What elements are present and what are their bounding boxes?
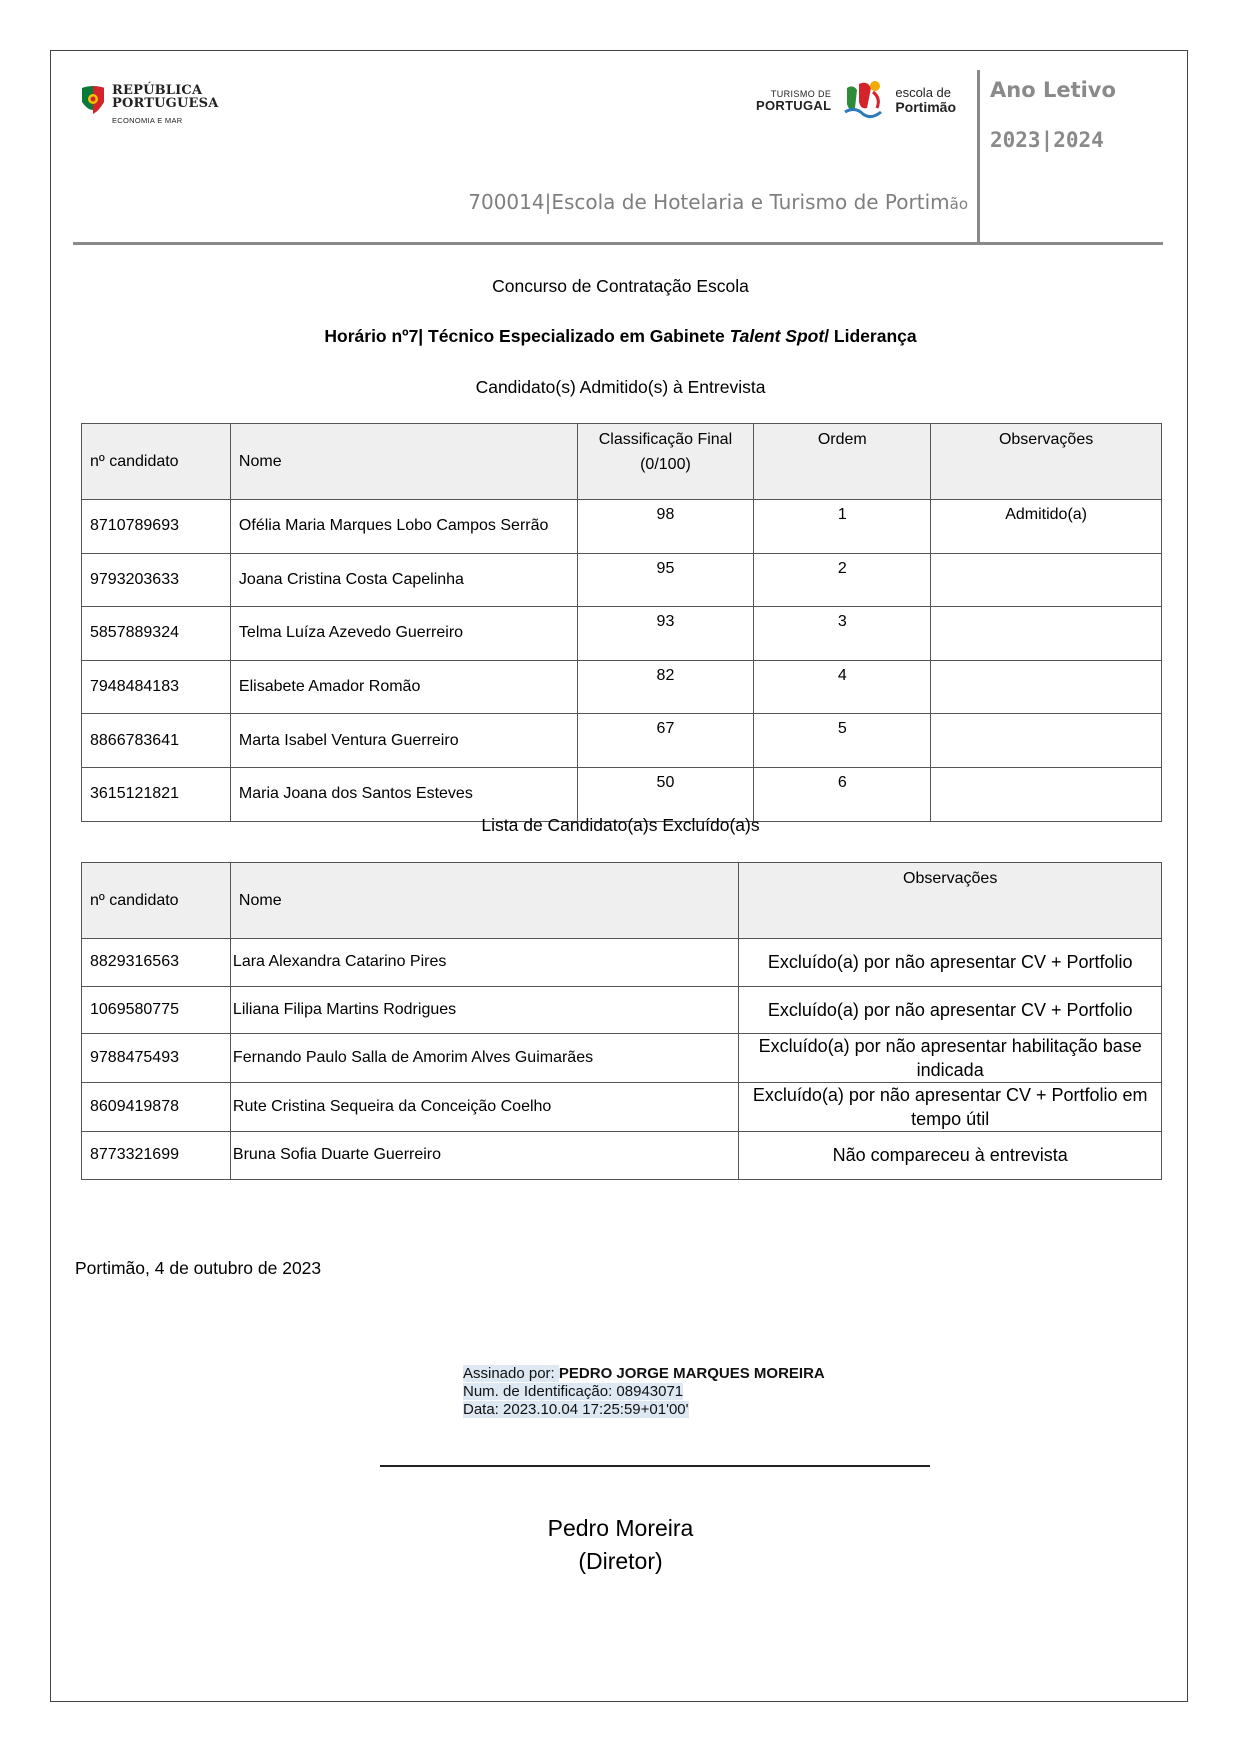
table-row	[82, 607, 1162, 661]
cell-num: 8866783641	[82, 714, 231, 768]
portugal-emblem-icon	[80, 84, 106, 118]
horario-post: / Liderança	[824, 326, 917, 346]
cell-ordem: 5	[754, 714, 931, 768]
cell-nome: Marta Isabel Ventura Guerreiro	[230, 714, 577, 768]
cell-class: 50	[577, 767, 754, 821]
cell-ordem: 4	[754, 660, 931, 714]
cell-nome: Maria Joana dos Santos Esteves	[230, 767, 577, 821]
cell-obs	[931, 607, 1162, 661]
cell-nome: Telma Luíza Azevedo Guerreiro	[230, 607, 577, 661]
signed-label: Assinado por:	[463, 1365, 559, 1382]
header-class-line2: (0/100)	[640, 456, 691, 473]
table-row	[82, 1034, 1162, 1083]
digital-signature-block	[463, 1365, 825, 1419]
horario-italic: Talent Spot	[729, 326, 825, 346]
republica-portuguesa-logo	[80, 84, 219, 125]
ano-letivo-value: 2023|2024	[990, 128, 1104, 152]
table-row	[82, 1132, 1162, 1180]
header-horizontal-divider	[73, 242, 1163, 245]
cell-num: 8710789693	[82, 500, 231, 554]
cell-num: 8829316563	[82, 939, 231, 987]
cell-num: 9788475493	[82, 1034, 231, 1083]
cell-num: 9793203633	[82, 553, 231, 607]
table-row	[82, 1083, 1162, 1132]
cell-num: 7948484183	[82, 660, 231, 714]
header-ordem: Ordem	[754, 424, 931, 500]
cell-obs: Excluído(a) por não apresentar CV + Portfolio	[739, 986, 1162, 1034]
header-class-line1: Classificação Final	[598, 431, 733, 448]
cell-num: 1069580775	[82, 986, 231, 1034]
tp-big: PORTUGAL	[756, 98, 832, 113]
cell-num: 3615121821	[82, 767, 231, 821]
school-main: 700014|Escola de Hotelaria e Turismo de Portim	[468, 190, 950, 214]
cell-num: 5857889324	[82, 607, 231, 661]
cell-class: 82	[577, 660, 754, 714]
cell-obs: Não compareceu à entrevista	[739, 1132, 1162, 1180]
cell-obs	[931, 553, 1162, 607]
header-nome: Nome	[230, 863, 738, 939]
cell-ordem: 2	[754, 553, 931, 607]
cell-class: 93	[577, 607, 754, 661]
republica-sub: ECONOMIA E MAR	[112, 116, 183, 125]
cell-nome: Bruna Sofia Duarte Guerreiro	[230, 1132, 738, 1180]
cell-class: 67	[577, 714, 754, 768]
republica-line1: REPÚBLICA	[112, 83, 203, 98]
signature-date: Data: 2023.10.04 17:25:59+01'00'	[463, 1401, 689, 1418]
cell-num: 8609419878	[82, 1083, 231, 1132]
turismo-portugal-logo	[756, 78, 956, 122]
signature-line	[380, 1465, 930, 1467]
cell-nome: Lara Alexandra Catarino Pires	[230, 939, 738, 987]
table-row	[82, 714, 1162, 768]
republica-line2: PORTUGUESA	[112, 96, 219, 111]
ano-letivo-label: Ano Letivo	[990, 78, 1116, 102]
signer-name: Pedro Moreira	[547, 1515, 694, 1541]
table-row	[82, 986, 1162, 1034]
table-row	[82, 660, 1162, 714]
cell-class: 95	[577, 553, 754, 607]
cell-nome: Rute Cristina Sequeira da Conceição Coelho	[230, 1083, 738, 1132]
signed-name: PEDRO JORGE MARQUES MOREIRA	[558, 1365, 825, 1382]
header-vertical-divider	[977, 70, 980, 244]
header-num: nº candidato	[82, 424, 231, 500]
header-num: nº candidato	[82, 863, 231, 939]
excluidos-title: Lista de Candidato(a)s Excluído(a)s	[481, 815, 760, 835]
ep-big: Portimão	[895, 99, 957, 115]
cell-ordem: 3	[754, 607, 931, 661]
turismo-mark-icon	[841, 78, 885, 122]
header-classificacao	[577, 424, 754, 500]
header-obs: Observações	[739, 863, 1162, 939]
school-name	[300, 190, 968, 214]
cell-nome: Fernando Paulo Salla de Amorim Alves Guimarães	[230, 1034, 738, 1083]
cell-obs: Excluído(a) por não apresentar habilitação base indicada	[739, 1034, 1162, 1083]
header-obs: Observações	[931, 424, 1162, 500]
cell-class: 98	[577, 500, 754, 554]
cell-obs: Excluído(a) por não apresentar CV + Portfolio	[739, 939, 1162, 987]
cell-obs	[931, 714, 1162, 768]
concurso-title: Concurso de Contratação Escola	[492, 276, 749, 296]
signature-id: Num. de Identificação: 08943071	[463, 1383, 684, 1400]
cell-nome: Joana Cristina Costa Capelinha	[230, 553, 577, 607]
table-row	[82, 939, 1162, 987]
excluded-header-row	[82, 863, 1162, 939]
signer-role: (Diretor)	[578, 1548, 663, 1574]
cell-nome: Liliana Filipa Martins Rodrigues	[230, 986, 738, 1034]
cell-nome: Ofélia Maria Marques Lobo Campos Serrão	[230, 500, 577, 554]
cell-obs	[931, 767, 1162, 821]
header-nome: Nome	[230, 424, 577, 500]
cell-nome: Elisabete Amador Romão	[230, 660, 577, 714]
cell-obs: Excluído(a) por não apresentar CV + Portfolio em tempo útil	[739, 1083, 1162, 1132]
horario-pre: Horário nº7| Técnico Especializado em Gabinete	[324, 326, 730, 346]
admitted-table	[81, 423, 1162, 822]
place-date: Portimão, 4 de outubro de 2023	[75, 1258, 322, 1278]
tp-small: TURISMO DE	[770, 89, 832, 99]
cell-ordem: 6	[754, 767, 931, 821]
cell-num: 8773321699	[82, 1132, 231, 1180]
horario-title	[0, 326, 1241, 347]
ep-small: escola de	[895, 85, 951, 100]
admitted-header-row	[82, 424, 1162, 500]
excluded-table	[81, 862, 1162, 1180]
cell-obs	[931, 660, 1162, 714]
table-row	[82, 767, 1162, 821]
cell-obs: Admitido(a)	[931, 500, 1162, 554]
school-tail: ão	[949, 195, 968, 213]
cell-ordem: 1	[754, 500, 931, 554]
table-row	[82, 553, 1162, 607]
admitidos-title: Candidato(s) Admitido(s) à Entrevista	[475, 377, 766, 397]
table-row	[82, 500, 1162, 554]
